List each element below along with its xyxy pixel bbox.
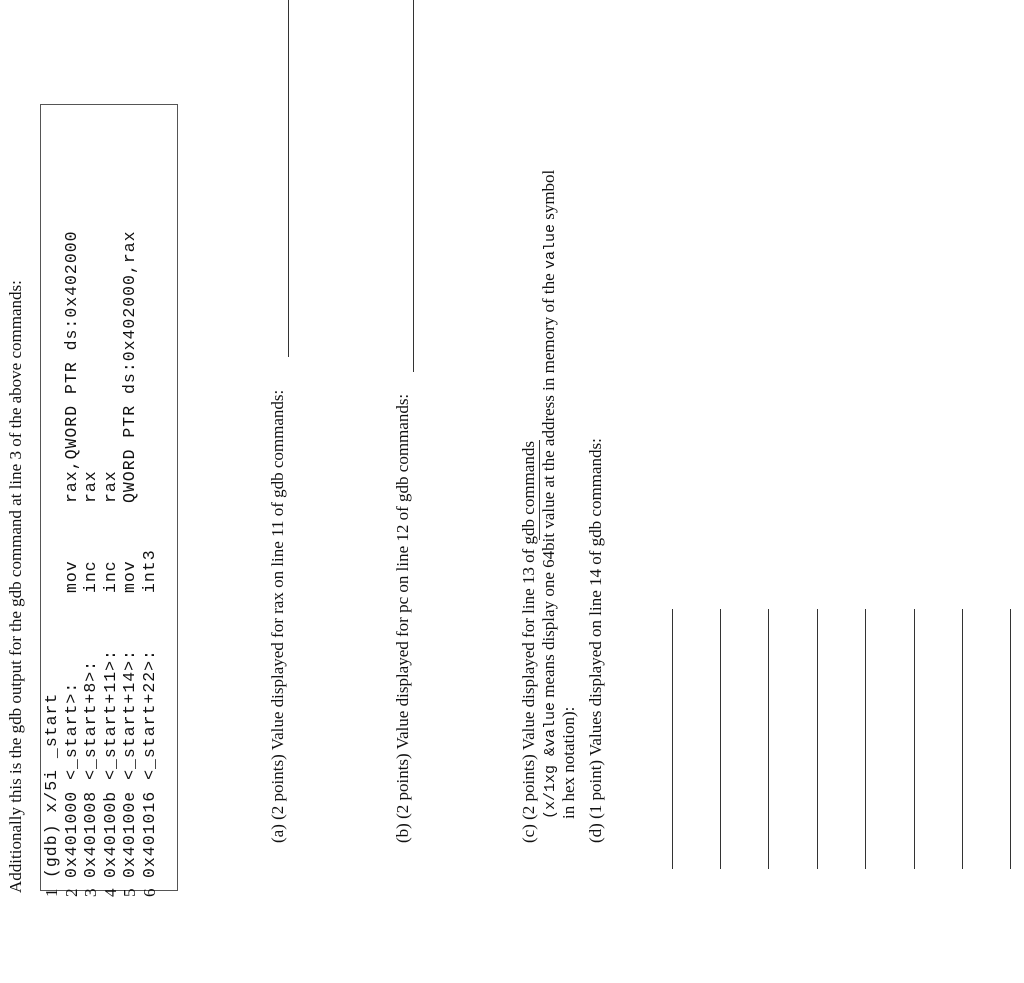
code-opcode: mov <box>120 560 139 593</box>
code-operand: rax,QWORD PTR ds:0x402000 <box>61 230 81 503</box>
code-address: 0x401016 <_start+22>: <box>139 649 159 878</box>
code-address: 0x40100b <_start+11>: <box>100 649 120 878</box>
answer-blank-line[interactable] <box>865 609 866 869</box>
line-number: 4 <box>100 888 120 897</box>
gdb-command-code: (x/1xg &value <box>542 701 559 819</box>
line-number: 6 <box>139 888 159 897</box>
answer-line-b[interactable] <box>413 0 414 372</box>
code-operand: rax <box>100 470 120 503</box>
code-opcode: inc <box>100 560 120 593</box>
answer-blank-line[interactable] <box>672 609 673 869</box>
explanation-text: means display one 64bit value at the address in memory of the <box>539 269 558 702</box>
explanation-end: symbol <box>539 169 558 225</box>
line-number: 1 <box>42 888 61 897</box>
line-number: 3 <box>81 888 100 897</box>
line-number: 5 <box>120 888 139 897</box>
answer-blank-line[interactable] <box>1010 609 1011 869</box>
code-address: 0x401000 <_start>: <box>61 681 81 878</box>
answer-blank-line[interactable] <box>768 609 769 869</box>
value-symbol-code: value <box>542 224 559 270</box>
code-address: 0x40100e <_start+14>: <box>120 649 139 878</box>
code-address: (gdb) x/5i _start <box>42 692 61 878</box>
question-c: (c) (2 points) Value displayed for line 13 of gdb commands <box>519 441 538 843</box>
question-b: (b) (2 points) Value displayed for pc on line 12 of gdb commands: <box>393 393 412 843</box>
code-opcode: inc <box>81 560 100 593</box>
answer-blank-line[interactable] <box>817 609 818 869</box>
code-opcode: mov <box>61 560 81 593</box>
answer-line-a[interactable] <box>288 0 289 357</box>
line-numbers <box>42 889 159 898</box>
answer-blank-line[interactable] <box>914 609 915 869</box>
code-address: 0x401008 <_start+8>: <box>81 659 100 878</box>
question-a: (a) (2 points) Value displayed for rax on line 11 of gdb commands: <box>268 389 287 843</box>
answer-blank-line[interactable] <box>962 609 963 869</box>
code-opcode: int3 <box>139 549 159 593</box>
intro-text: Additionally this is the gdb output for the gdb command at line 3 of the above commands: <box>6 280 25 893</box>
line-number: 2 <box>61 888 81 897</box>
code-operand: rax <box>81 470 100 503</box>
question-c-explanation <box>539 170 559 819</box>
question-c-explanation-2: in hex notation): <box>559 706 578 819</box>
answer-blank-line[interactable] <box>720 609 721 869</box>
question-d: (d) (1 point) Values displayed on line 14 of gdb commands: <box>586 438 605 843</box>
code-operand: QWORD PTR ds:0x402000,rax <box>120 230 139 503</box>
